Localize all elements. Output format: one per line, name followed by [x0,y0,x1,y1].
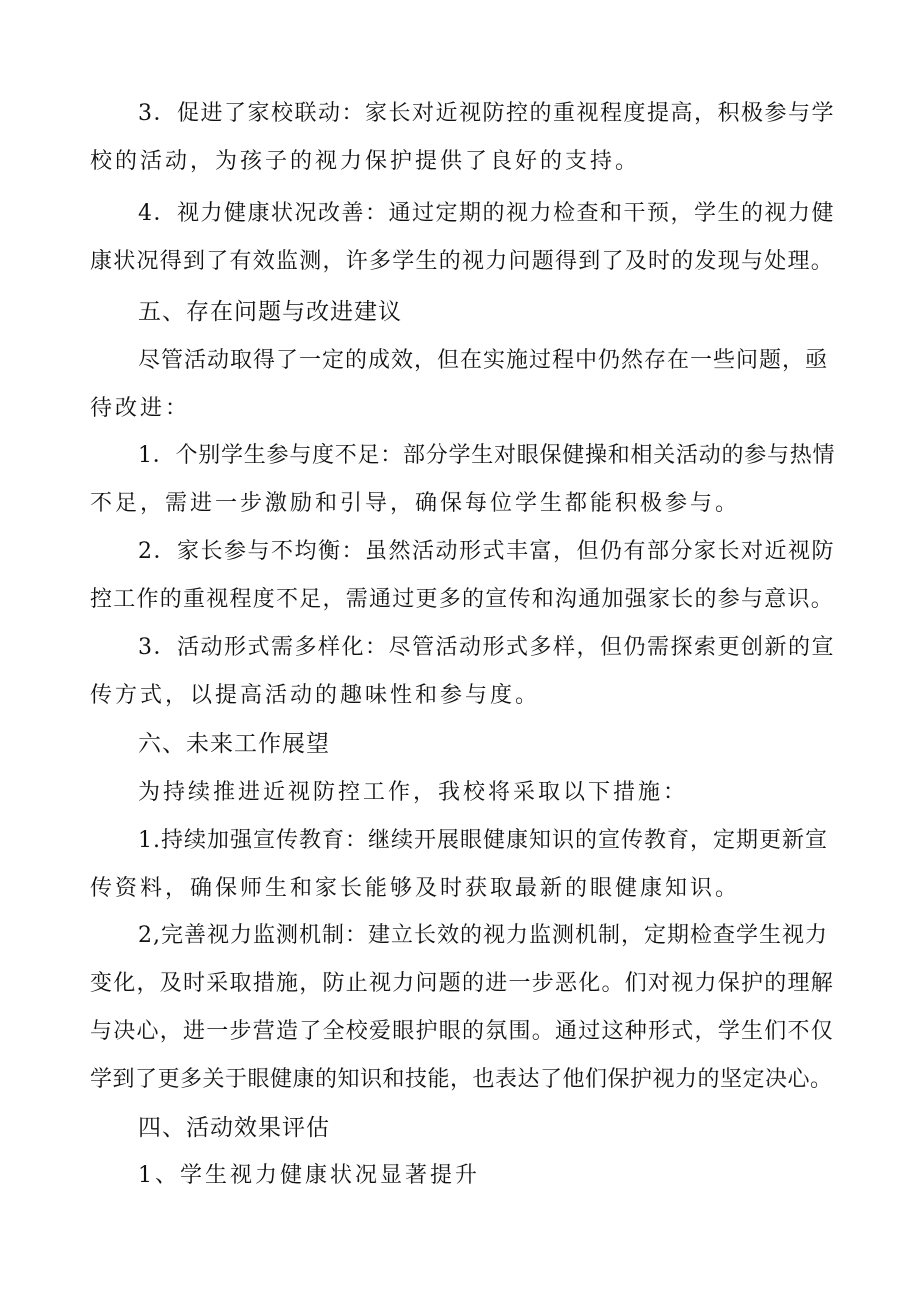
paragraph-line: 4．视力健康状况改善：通过定期的视力检查和干预，学生的视力健 [138,201,835,226]
paragraph-line: 为持续推进近视防控工作，我校将采取以下措施： [138,780,689,805]
paragraph-line: 学到了更多关于眼健康的知识和技能，也表达了他们保护视力的坚定决心。 [90,1067,833,1092]
paragraph-line: 传方式，以提高活动的趣味性和参与度。 [90,683,541,708]
paragraph-line: 校的活动，为孩子的视力保护提供了良好的支持。 [90,149,641,174]
paragraph-line: 3．活动形式需多样化：尽管活动形式多样，但仍需探索更创新的宣 [138,635,835,660]
paragraph-line: 1、学生视力健康状况显著提升 [138,1163,480,1188]
paragraph-line: 待改进： [90,396,191,421]
paragraph-line: 传资料，确保师生和家长能够及时获取最新的眼健康知识。 [90,876,741,901]
section-heading-4: 四、活动效果评估 [138,1115,330,1141]
paragraph-line: 2,完善视力监测机制：建立长效的视力监测机制，定期检查学生视力 [138,923,828,948]
paragraph-line: 控工作的重视程度不足，需通过更多的宣传和沟通加强家长的参与意识。 [90,587,835,612]
paragraph-line: 尽管活动取得了一定的成效，但在实施过程中仍然存在一些问题，亟 [138,348,829,373]
paragraph-line: 2．家长参与不均衡：虽然活动形式丰富，但仍有部分家长对近视防 [138,539,835,564]
paragraph-line: 3．促进了家校联动：家长对近视防控的重视程度提高，积极参与学 [138,101,835,126]
paragraph-line: 康状况得到了有效监测，许多学生的视力问题得到了及时的发现与处理。 [90,249,835,274]
paragraph-line: 与决心，进一步营造了全校爱眼护眼的氛围。通过这种形式，学生们不仅 [90,1019,835,1044]
paragraph-line: 1.持续加强宣传教育：继续开展眼健康知识的宣传教育，定期更新宣 [138,828,828,853]
section-heading-6: 六、未来工作展望 [138,731,330,757]
paragraph-line: 变化，及时采取措施，防止视力问题的进一步恶化。们对视力保护的理解 [90,971,835,996]
section-heading-5: 五、存在问题与改进建议 [138,299,402,325]
paragraph-line: 1．个别学生参与度不足：部分学生对眼保健操和相关活动的参与热情 [138,443,836,468]
paragraph-line: 不足，需进一步激励和引导，确保每位学生都能积极参与。 [90,491,741,516]
